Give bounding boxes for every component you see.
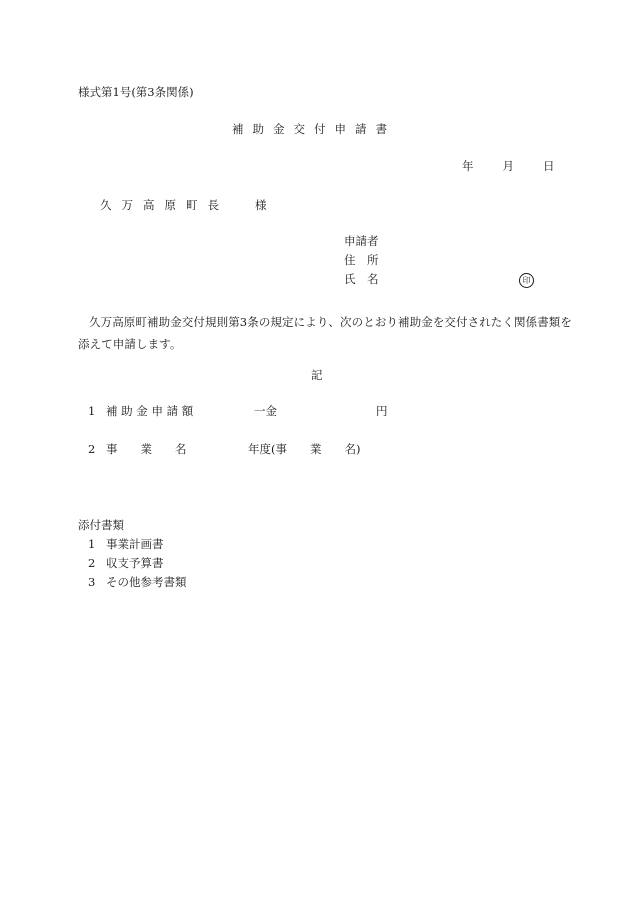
- seal-mark: 印: [519, 273, 534, 288]
- attachment-item: [78, 577, 187, 596]
- attachment-text: 事業計画書: [106, 537, 164, 551]
- addressee-honorific: 様: [255, 198, 267, 212]
- attachment-number: 2: [88, 556, 96, 570]
- item-label: 補 助 金 申 請 額: [106, 404, 194, 418]
- addressee: [100, 200, 267, 212]
- attachment-text: 収支予算書: [106, 556, 164, 570]
- item-subsidy-amount: [88, 406, 388, 418]
- date-month: 月: [502, 159, 514, 173]
- document-title: 補助金交付申請書: [232, 122, 396, 136]
- attachment-number: 3: [88, 575, 96, 589]
- item-project-name: [88, 444, 360, 456]
- applicant-label: 申請者: [344, 234, 379, 248]
- item-value-prefix: 年度(事 業 名): [248, 442, 361, 456]
- item-number: 1: [88, 404, 96, 418]
- form-number: 様式第1号(第3条関係): [78, 85, 194, 99]
- date-year: 年: [462, 159, 474, 173]
- item-value-suffix: 円: [376, 404, 388, 418]
- item-label: 事 業 名: [106, 442, 187, 456]
- item-value-prefix: 一金: [254, 404, 277, 418]
- applicant-block: [344, 236, 379, 293]
- attachment-number: 1: [88, 537, 96, 551]
- addressee-name: 久万高原町長: [100, 198, 229, 212]
- attachment-text: その他参考書類: [106, 575, 187, 589]
- applicant-name-label: 氏 名: [344, 272, 379, 286]
- body-paragraph: 久万高原町補助金交付規則第3条の規定により、次のとおり補助金を交付されたく関係書類を添えて申請します。: [78, 315, 573, 351]
- date-day: 日: [543, 159, 555, 173]
- item-number: 2: [88, 442, 96, 456]
- applicant-address-label: 住 所: [344, 253, 379, 267]
- attachments-heading: 添付書類: [78, 518, 124, 532]
- ki-heading: 記: [311, 368, 323, 382]
- date-line: [462, 161, 555, 173]
- attachments: [78, 520, 187, 596]
